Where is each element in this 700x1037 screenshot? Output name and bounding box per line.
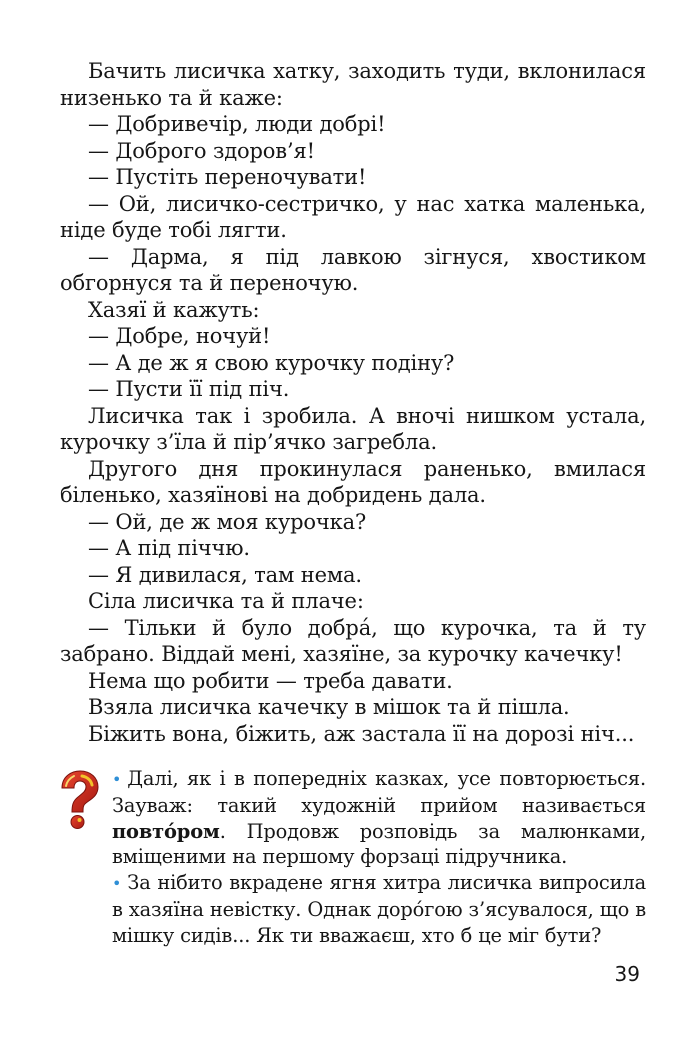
- task-list: [112, 766, 646, 949]
- bullet-icon: •: [112, 874, 122, 894]
- story-paragraph: — Добре, ночуй!: [88, 324, 271, 348]
- story-paragraph: Взяла лисичка качечку в мішок та й пішла.: [88, 695, 570, 719]
- page-number: 39: [614, 962, 640, 986]
- bullet-icon: •: [112, 770, 122, 789]
- questions-block: [56, 766, 656, 966]
- story-paragraph: — Пусти її під піч.: [88, 377, 290, 401]
- story-paragraph: Сіла лисичка та й плаче:: [88, 589, 364, 613]
- story-paragraph: Хазяї й кажуть:: [88, 297, 260, 322]
- question-mark-icon: [56, 770, 102, 830]
- story-paragraph: — Ой, де ж моя курочка?: [88, 509, 367, 534]
- task-item: [112, 870, 646, 948]
- story-paragraph: — Доброго здоров’я!: [88, 138, 315, 163]
- story-paragraph: — А де ж я свою курочку подіну?: [88, 350, 455, 375]
- story-paragraph: — Дарма, я під лавкою зігнуся, хвостиком обгорнуся та й переночую.: [60, 244, 646, 295]
- term-highlight: повто́ром: [112, 819, 220, 843]
- story-paragraph: — Я дивилася, там нема.: [88, 562, 362, 587]
- story-paragraph: Другого дня прокинулася раненько, вмилася біленько, хазяїнові на добридень дала.: [60, 456, 646, 507]
- story-paragraph: Лисичка так і зробила. А вночі нишком устала, курочку з’їла й пір’ячко загребла.: [60, 403, 646, 454]
- story-paragraph: — Пустіть переночувати!: [88, 165, 367, 189]
- story-paragraph: — Тільки й було добра́, що курочка, та й ту забрано. Віддай мені, хазяїне, за курочку качечку!: [60, 615, 646, 666]
- story-paragraph: Нема що робити — треба давати.: [88, 668, 453, 693]
- story-paragraph: — А під піччю.: [88, 536, 250, 560]
- task-text: Далі, як і в попередніх казках, усе повторюється. Зауваж: такий художній прийом називається: [112, 767, 646, 817]
- story-paragraph: — Ой, лисичко-сестричко, у нас хатка маленька, ніде буде тобі лягти.: [60, 191, 646, 242]
- task-text: . Продовж розповідь за малюнками, вміщеними на першому форзаці підручника.: [112, 819, 646, 869]
- story-paragraph: Бачить лисичка хатку, заходить туди, вклонилася низенько та й каже:: [60, 59, 646, 110]
- task-text: За нібито вкрадене ягня хитра лисичка випросила в хазяїна невістку. Однак доро́гою з’ясувалося, що в мішку сидів... Як ти вважаєш, хто б це міг бути?: [112, 871, 646, 947]
- story-text: [60, 58, 646, 747]
- task-item: [112, 766, 646, 870]
- story-paragraph: Біжить вона, біжить, аж застала її на дорозі ніч...: [88, 721, 635, 746]
- story-paragraph: — Добривечір, люди добрі!: [88, 112, 386, 136]
